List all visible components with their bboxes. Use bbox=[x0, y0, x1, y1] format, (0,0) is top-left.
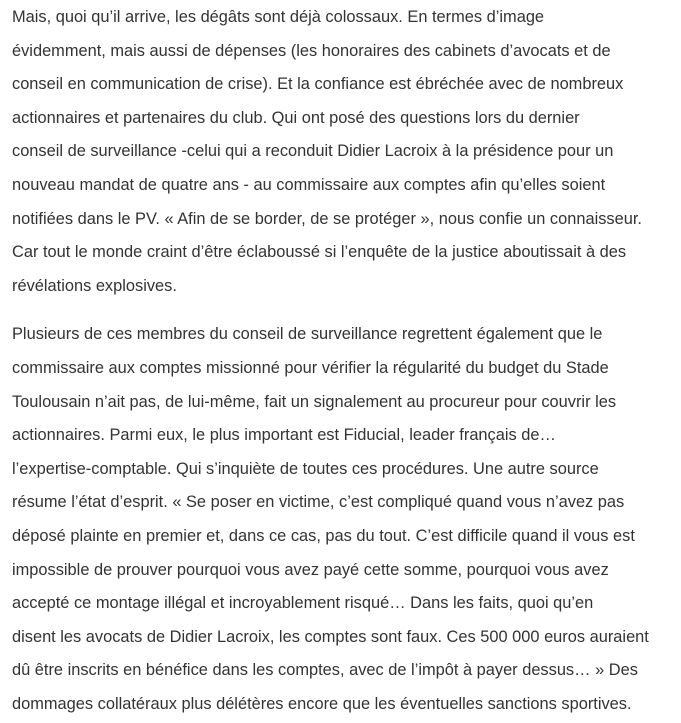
text-line: Plusieurs de ces membres du conseil de surveillance regrettent également que le bbox=[12, 325, 603, 344]
text-line: accepté ce montage illégal et incroyablement risqué… Dans les faits, quoi qu’en bbox=[12, 594, 594, 613]
text-line: l’expertise-comptable. Qui s’inquiète de toutes ces procédures. Une autre source bbox=[12, 459, 599, 478]
paragraph-1 bbox=[12, 0, 678, 303]
text-line: commissaire aux comptes missionné pour vérifier la régularité du budget du Stade bbox=[12, 358, 609, 377]
text-line: évidemment, mais aussi de dépenses (les honoraires des cabinets d’avocats et de bbox=[12, 41, 611, 60]
article-body bbox=[12, 0, 678, 721]
text-line: impossible de prouver pourquoi vous avez payé cette somme, pourquoi vous avez bbox=[12, 560, 609, 579]
text-line: notifiées dans le PV. « Afin de se border, de se protéger », nous confie un connaisseur. bbox=[12, 209, 642, 228]
text-line: conseil de surveillance -celui qui a reconduit Didier Lacroix à la présidence pour un bbox=[12, 142, 614, 161]
text-line: disent les avocats de Didier Lacroix, les comptes sont faux. Ces 500 000 euros auraient bbox=[12, 627, 649, 646]
text-line: nouveau mandat de quatre ans - au commissaire aux comptes afin qu’elles soient bbox=[12, 175, 606, 194]
paragraph-2 bbox=[12, 318, 678, 721]
text-line: Mais, quoi qu’il arrive, les dégâts sont déjà colossaux. En termes d’image bbox=[12, 8, 545, 26]
text-line: dû être inscrits en bénéfice dans les comptes, avec de l’impôt à payer dessus… » Des bbox=[12, 661, 638, 680]
text-line: résume l’état d’esprit. « Se poser en victime, c’est compliqué quand vous n’avez pas bbox=[12, 493, 625, 512]
text-line: actionnaires et partenaires du club. Qui ont posé des questions lors du dernier bbox=[12, 108, 580, 127]
text-line: Toulousain n’ait pas, de lui-même, fait un signalement au procureur pour couvrir les bbox=[12, 392, 617, 411]
text-line: conseil en communication de crise). Et la confiance est ébréchée avec de nombreux bbox=[12, 75, 624, 94]
text-line: dommages collatéraux plus délétères encore que les éventuelles sanctions sportives. bbox=[12, 694, 632, 713]
text-line: actionnaires. Parmi eux, le plus important est Fiducial, leader français de… bbox=[12, 426, 556, 445]
text-line: Car tout le monde craint d’être éclaboussé si l’enquête de la justice aboutissait à des bbox=[12, 243, 627, 262]
text-line: déposé plainte en premier et, dans ce cas, pas du tout. C’est difficile quand il vous est bbox=[12, 526, 635, 545]
text-line: révélations explosives. bbox=[12, 276, 177, 295]
